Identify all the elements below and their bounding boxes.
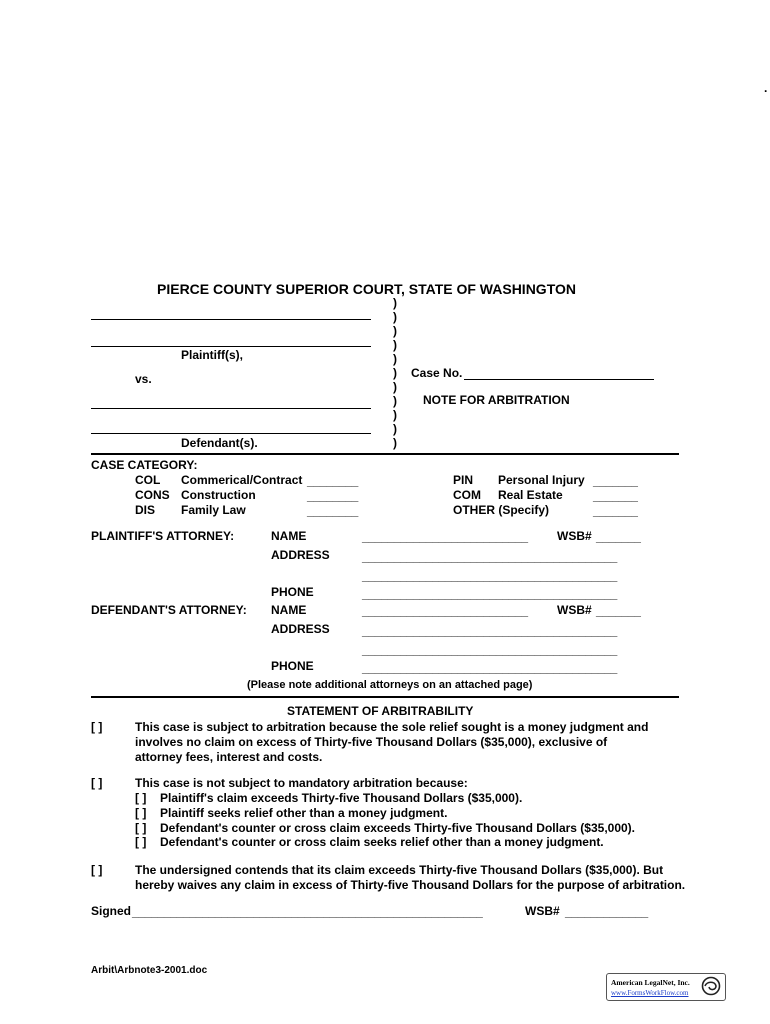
- defendant-attorney-label: DEFENDANT'S ATTORNEY:: [91, 603, 247, 617]
- defendants-label: Defendant(s).: [181, 436, 258, 450]
- case-no-label: Case No.: [411, 366, 463, 380]
- caption-paren: ): [393, 380, 397, 394]
- wsb-label: WSB#: [557, 603, 592, 617]
- category-blank[interactable]: ________: [307, 474, 358, 488]
- category-code: OTHER (Specify): [453, 503, 550, 517]
- caption-paren: ): [393, 296, 397, 310]
- caption-paren: ): [393, 338, 397, 352]
- attorney-name-blank[interactable]: __________________________: [362, 530, 528, 544]
- address-blank[interactable]: ________________________________________: [362, 550, 617, 564]
- name-label: NAME: [271, 603, 307, 617]
- category-code: DIS: [135, 503, 156, 517]
- item1-checkbox[interactable]: [ ]: [91, 720, 103, 734]
- caption-paren: ): [393, 352, 397, 366]
- sub-checkbox[interactable]: [ ]: [135, 791, 147, 805]
- category-blank[interactable]: _______: [593, 504, 638, 518]
- wsb-blank[interactable]: _______: [596, 604, 641, 618]
- phone-blank[interactable]: ________________________________________: [362, 587, 617, 601]
- category-code: COM: [453, 488, 481, 502]
- category-blank[interactable]: ________: [307, 504, 358, 518]
- section-divider: [91, 696, 679, 698]
- defendant-name-line[interactable]: [91, 408, 371, 409]
- corner-mark: .: [764, 81, 768, 95]
- attorney-name-blank[interactable]: __________________________: [362, 604, 528, 618]
- caption-paren: ): [393, 324, 397, 338]
- vs-label: vs.: [135, 372, 152, 386]
- caption-paren: ): [393, 408, 397, 422]
- plaintiff-name-line-2[interactable]: [91, 346, 371, 347]
- logo-company: American LegalNet, Inc.: [611, 978, 690, 987]
- signed-label: Signed: [91, 904, 132, 918]
- statement-heading: STATEMENT OF ARBITRABILITY: [287, 704, 474, 718]
- item2-intro: This case is not subject to mandatory arbitration because:: [135, 776, 468, 790]
- plaintiff-attorney-label: PLAINTIFF'S ATTORNEY:: [91, 529, 235, 543]
- plaintiff-name-line[interactable]: [91, 319, 371, 320]
- category-name: Real Estate: [498, 488, 563, 502]
- wsb-blank[interactable]: _______: [596, 530, 641, 544]
- defendant-name-line-2[interactable]: [91, 433, 371, 434]
- sub-item: Defendant's counter or cross claim exceeds Thirty-five Thousand Dollars ($35,000).: [160, 821, 636, 835]
- item1-line: This case is subject to arbitration because the sole relief sought is a money judgment and: [135, 720, 649, 734]
- category-blank[interactable]: _______: [593, 489, 638, 503]
- logo-url[interactable]: www.FormsWorkFlow.com: [611, 989, 689, 997]
- court-title: PIERCE COUNTY SUPERIOR COURT, STATE OF WASHINGTON: [157, 281, 576, 297]
- category-name: Construction: [181, 488, 256, 502]
- swirl-logo-icon: [701, 976, 721, 996]
- address-label: ADDRESS: [271, 622, 330, 636]
- phone-label: PHONE: [271, 585, 314, 599]
- footer-filename: Arbit\Arbnote3-2001.doc: [91, 965, 208, 976]
- phone-label: PHONE: [271, 659, 314, 673]
- address-blank-2[interactable]: ________________________________________: [362, 643, 617, 657]
- category-code: CONS: [135, 488, 170, 502]
- case-no-field[interactable]: [464, 379, 654, 380]
- address-blank-2[interactable]: ________________________________________: [362, 569, 617, 583]
- plaintiffs-label: Plaintiff(s),: [181, 348, 243, 362]
- caption-paren: ): [393, 422, 397, 436]
- signature-wsb-field[interactable]: _____________: [565, 905, 648, 919]
- wsb-label: WSB#: [557, 529, 592, 543]
- signature-wsb-label: WSB#: [525, 904, 560, 918]
- caption-paren: ): [393, 394, 397, 408]
- caption-paren: ): [393, 310, 397, 324]
- caption-paren: ): [393, 366, 397, 380]
- category-name: Personal Injury: [498, 473, 585, 487]
- category-code: COL: [135, 473, 161, 487]
- category-blank[interactable]: _______: [593, 474, 638, 488]
- note-title: NOTE FOR ARBITRATION: [423, 393, 570, 407]
- section-divider: [91, 453, 679, 455]
- category-blank[interactable]: ________: [307, 489, 358, 503]
- item3-line: hereby waives any claim in excess of Thirty-five Thousand Dollars for the purpose of arbitration.: [135, 878, 686, 892]
- address-blank[interactable]: ________________________________________: [362, 624, 617, 638]
- sub-item: Plaintiff seeks relief other than a money judgment.: [160, 806, 448, 820]
- category-code: PIN: [453, 473, 474, 487]
- sub-checkbox[interactable]: [ ]: [135, 821, 147, 835]
- item1-line: attorney fees, interest and costs.: [135, 750, 323, 764]
- phone-blank[interactable]: ________________________________________: [362, 661, 617, 675]
- signature-field[interactable]: _______________________________________________________: [132, 905, 483, 919]
- sub-item: Defendant's counter or cross claim seeks relief other than a money judgment.: [160, 835, 604, 849]
- sub-checkbox[interactable]: [ ]: [135, 806, 147, 820]
- sub-item: Plaintiff's claim exceeds Thirty-five Thousand Dollars ($35,000).: [160, 791, 523, 805]
- name-label: NAME: [271, 529, 307, 543]
- category-name: Commerical/Contract: [181, 473, 303, 487]
- sub-checkbox[interactable]: [ ]: [135, 835, 147, 849]
- item2-checkbox[interactable]: [ ]: [91, 776, 103, 790]
- item3-checkbox[interactable]: [ ]: [91, 863, 103, 877]
- legalnet-logo: [606, 973, 726, 1001]
- case-category-heading: CASE CATEGORY:: [91, 458, 198, 472]
- item1-line: involves no claim on excess of Thirty-five Thousand Dollars ($35,000), exclusive of: [135, 735, 608, 749]
- address-label: ADDRESS: [271, 548, 330, 562]
- additional-attorneys-note: (Please note additional attorneys on an attached page): [247, 679, 533, 691]
- category-name: Family Law: [181, 503, 246, 517]
- item3-line: The undersigned contends that its claim exceeds Thirty-five Thousand Dollars ($35,000). But: [135, 863, 664, 877]
- caption-paren: ): [393, 436, 397, 450]
